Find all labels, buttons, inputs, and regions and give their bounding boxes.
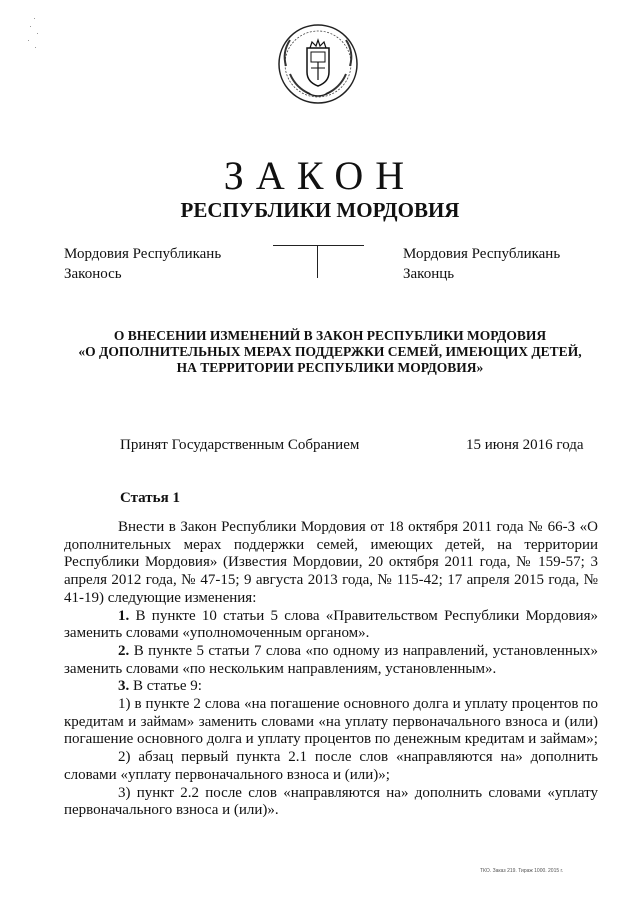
divider-horizontal (273, 245, 364, 246)
item-3-number: 3. (118, 678, 130, 695)
sub-item-1: 1) в пункте 2 слова «на погашение основного долга и уплату процентов по кредитам и займам» заменить словами «на уплату первоначального взноса и (или) погашение основного долга и уплату процентов по денежным кредитам и займам»; (64, 696, 598, 748)
scan-speck (37, 33, 38, 34)
printer-note: ТКО. Заказ 219. Тираж 1000. 2015 г. (480, 868, 564, 874)
item-3 (64, 678, 598, 696)
left-language-line-2: Законось (64, 266, 122, 282)
right-language-line-1: Мордовия Республикань (403, 246, 561, 262)
item-1 (64, 608, 598, 643)
law-title-line-2: «О ДОПОЛНИТЕЛЬНЫХ МЕРАХ ПОДДЕРЖКИ СЕМЕЙ, ИМЕЮЩИХ ДЕТЕЙ, (78, 344, 582, 359)
sub-item-3: 3) пункт 2.2 после слов «направляются на» дополнить словами «уплату первоначального взноса и (или)». (64, 784, 598, 819)
left-language-heading (64, 244, 221, 284)
left-language-line-1: Мордовия Республикань (64, 246, 222, 262)
article-heading: Статья 1 (120, 490, 180, 506)
item-2 (64, 643, 598, 678)
item-1-text: В пункте 10 статьи 5 слова «Правительством Республики Мордовия» заменить словами «уполномоченным органом». (64, 607, 598, 642)
sub-item-2: 2) абзац первый пункта 2.1 после слов «направляются на» дополнить словами «уплату первоначального взноса и (или)»; (64, 749, 598, 783)
item-1-number: 1. (118, 607, 130, 624)
adoption-date: 15 июня 2016 года (466, 437, 584, 453)
document-title: ЗАКОН (223, 153, 417, 198)
scan-speck (28, 40, 29, 41)
law-title-line-1: О ВНЕСЕНИИ ИЗМЕНЕНИЙ В ЗАКОН РЕСПУБЛИКИ МОРДОВИЯ (113, 328, 547, 343)
law-title (60, 328, 600, 376)
scan-speck (35, 47, 36, 48)
right-language-heading (403, 244, 560, 284)
right-language-line-2: Законць (403, 266, 455, 282)
article-body (64, 519, 598, 820)
article-intro: Внести в Закон Республики Мордовия от 18 октября 2011 года № 66-З «О дополнительных мерах поддержки семей, имеющих детей, на территории Республики Мордовия» (Известия Мордовии, 20 октября 2011 года, № 159-57; 3 апреля 2012 года, № 47-15; 9 августа 2013 года, № 115-42; 17 апреля 2015 года, № 41-19) следующие изменения: (64, 519, 598, 606)
scan-speck (30, 26, 31, 27)
adopted-by: Принят Государственным Собранием (120, 437, 360, 453)
divider-vertical (317, 245, 318, 278)
item-2-number: 2. (118, 642, 130, 659)
item-3-text: В статье 9: (129, 678, 202, 695)
scan-speck (34, 18, 35, 19)
law-title-line-3: НА ТЕРРИТОРИИ РЕСПУБЛИКИ МОРДОВИЯ» (176, 360, 484, 375)
coat-of-arms-icon (276, 22, 360, 106)
document-subtitle: РЕСПУБЛИКИ МОРДОВИЯ (180, 198, 460, 222)
item-2-text: В пункте 5 статьи 7 слова «по одному из направлений, установленных» заменить словами «по нескольким направлениям, установленным». (64, 642, 598, 677)
